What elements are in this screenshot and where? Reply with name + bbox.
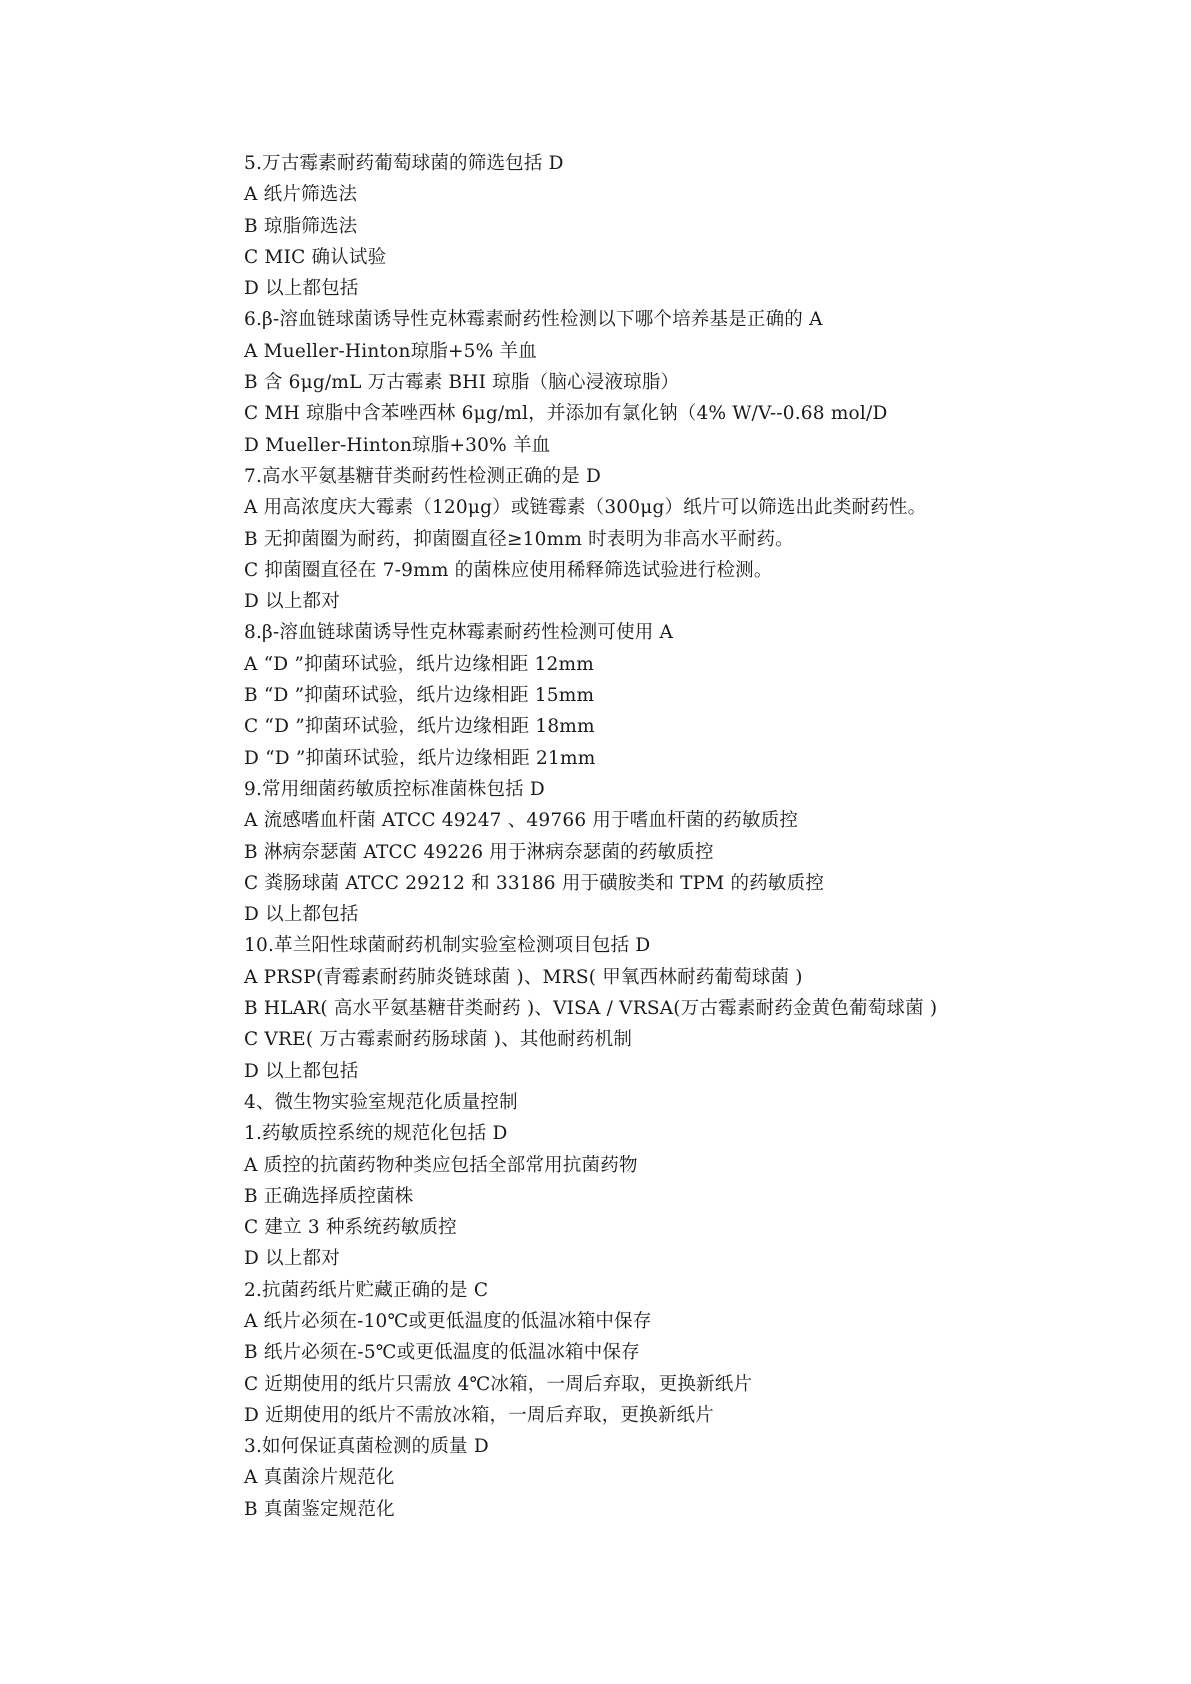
text-line: C VRE( 万古霉素耐药肠球菌 )、其他耐药机制 (244, 1029, 633, 1051)
text-line: A 用高浓度庆大霉素（120μg）或链霉素（300μg）纸片可以筛选出此类耐药性。 (244, 497, 927, 519)
text-line: A 真菌涂片规范化 (244, 1467, 395, 1489)
text-line: A Mueller-Hinton琼脂+5% 羊血 (244, 340, 537, 362)
text-line: 10.革兰阳性球菌耐药机制实验室检测项目包括 D (244, 935, 651, 957)
text-line: C 近期使用的纸片只需放 4℃冰箱，一周后弃取，更换新纸片 (244, 1373, 753, 1395)
text-line: D 近期使用的纸片不需放冰箱，一周后弃取，更换新纸片 (244, 1404, 714, 1426)
text-line: A 纸片筛选法 (244, 184, 358, 206)
text-line: 7.高水平氨基糖苷类耐药性检测正确的是 D (244, 465, 602, 487)
text-line: C 抑菌圈直径在 7-9mm 的菌株应使用稀释筛选试验进行检测。 (244, 559, 773, 581)
text-line: B 无抑菌圈为耐药，抑菌圈直径≥10mm 时表明为非高水平耐药。 (244, 528, 794, 550)
text-line: B 纸片必须在-5℃或更低温度的低温冰箱中保存 (244, 1342, 640, 1364)
text-line: B 淋病奈瑟菌 ATCC 49226 用于淋病奈瑟菌的药敏质控 (244, 841, 714, 863)
text-line: D 以上都对 (244, 591, 340, 613)
text-line: 4、微生物实验室规范化质量控制 (244, 1091, 518, 1113)
text-line: D 以上都包括 (244, 904, 359, 926)
text-line: D 以上都包括 (244, 278, 359, 300)
text-line: A 流感嗜血杆菌 ATCC 49247 、49766 用于嗜血杆菌的药敏质控 (244, 810, 799, 832)
text-line: A “D ”抑菌环试验，纸片边缘相距 12mm (244, 653, 594, 675)
text-line: B HLAR( 高水平氨基糖苷类耐药 )、VISA / VRSA(万古霉素耐药金黄色葡萄球菌 ) (244, 998, 938, 1020)
text-line: C 粪肠球菌 ATCC 29212 和 33186 用于磺胺类和 TPM 的药敏质控 (244, 872, 825, 894)
text-line: 2.抗菌药纸片贮藏正确的是 C (244, 1279, 489, 1301)
text-line: C 建立 3 种系统药敏质控 (244, 1217, 457, 1239)
text-line: 9.常用细菌药敏质控标准菌株包括 D (244, 778, 545, 800)
text-line: A 纸片必须在-10℃或更低温度的低温冰箱中保存 (244, 1310, 652, 1332)
text-line: B 正确选择质控菌株 (244, 1185, 414, 1207)
text-line: B 琼脂筛选法 (244, 215, 358, 237)
text-line: A 质控的抗菌药物种类应包括全部常用抗菌药物 (244, 1154, 638, 1176)
text-line: C “D ”抑菌环试验，纸片边缘相距 18mm (244, 716, 595, 738)
text-line: 6.β-溶血链球菌诱导性克林霉素耐药性检测以下哪个培养基是正确的 A (244, 309, 823, 331)
text-line: B 含 6μg/mL 万古霉素 BHI 琼脂（脑心浸液琼脂） (244, 372, 680, 394)
text-line: D 以上都对 (244, 1248, 340, 1270)
text-line: 1.药敏质控系统的规范化包括 D (244, 1123, 508, 1145)
text-line: 8.β-溶血链球菌诱导性克林霉素耐药性检测可使用 A (244, 622, 674, 644)
text-line: D 以上都包括 (244, 1060, 359, 1082)
text-line: C MH 琼脂中含苯唑西林 6μg/ml，并添加有氯化钠（4% W/V--0.68 mol/D (244, 403, 888, 425)
text-line: D “D ”抑菌环试验，纸片边缘相距 21mm (244, 747, 596, 769)
text-line: C MIC 确认试验 (244, 246, 387, 268)
text-line: B “D ”抑菌环试验，纸片边缘相距 15mm (244, 685, 595, 707)
text-line: 5.万古霉素耐药葡萄球菌的筛选包括 D (244, 153, 564, 174)
text-line: 3.如何保证真菌检测的质量 D (244, 1436, 489, 1458)
text-line: B 真菌鉴定规范化 (244, 1498, 395, 1520)
text-line: A PRSP(青霉素耐药肺炎链球菌 )、MRS( 甲氧西林耐药葡萄球菌 ) (244, 966, 803, 988)
document-body (244, 148, 1124, 1525)
text-line: D Mueller-Hinton琼脂+30% 羊血 (244, 434, 551, 456)
